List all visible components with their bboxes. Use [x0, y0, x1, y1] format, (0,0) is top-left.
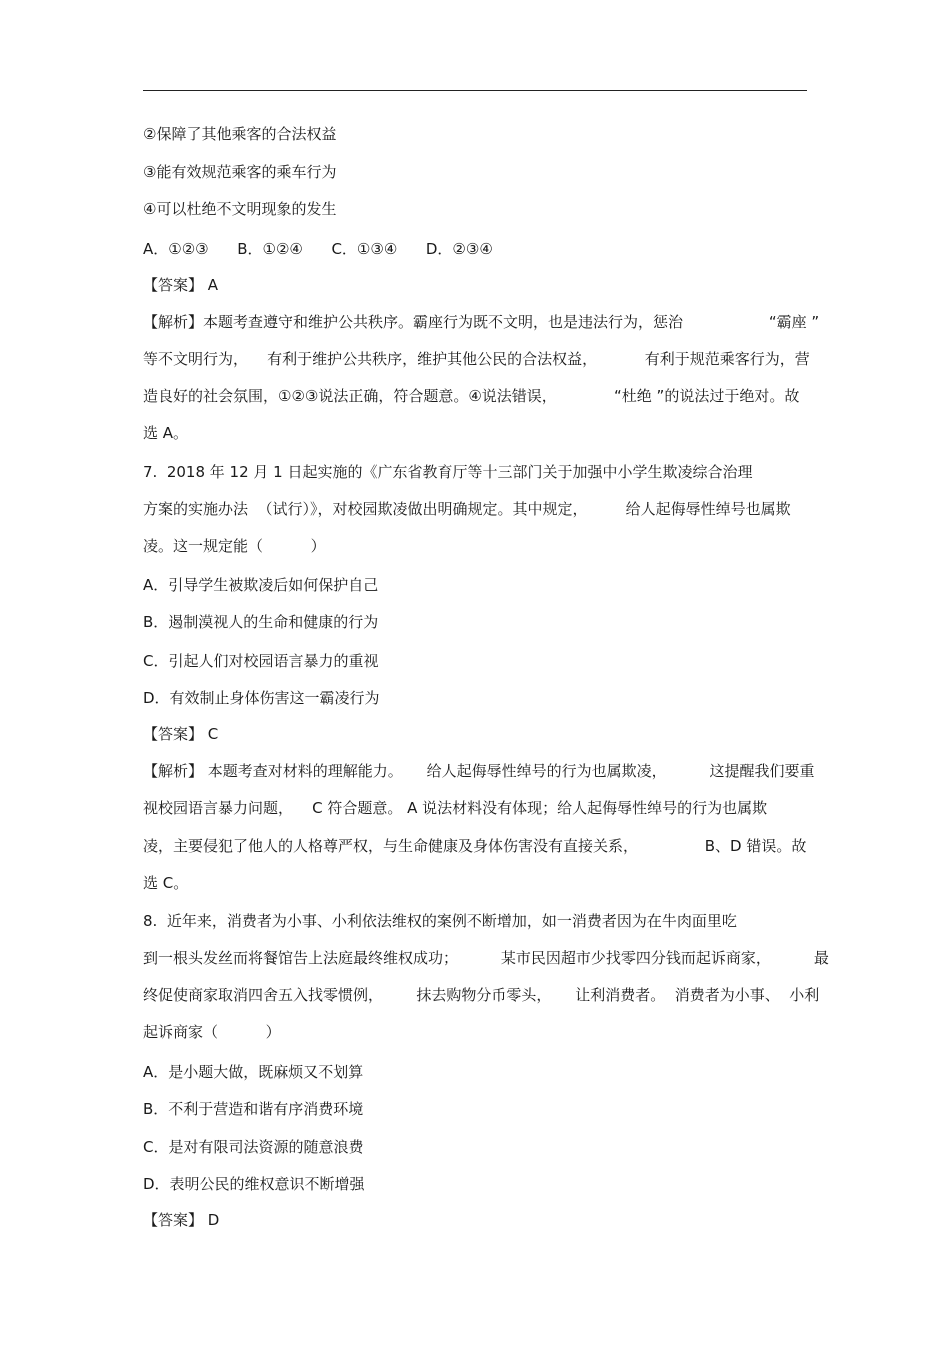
analysis-q6-line-2: 等不文明行为， 有利于维护公共秩序，维护其他公民的合法权益， 有利于规范乘客行为，营	[143, 350, 810, 368]
option-line-3: ③能有效规范乘客的乘车行为	[143, 163, 337, 181]
analysis-q7-line-4: 选 C。	[143, 874, 189, 892]
q8-option-b: B．不利于营造和谐有序消费环境	[143, 1100, 364, 1118]
question-7-line-3: 凌。这一规定能（ ）	[143, 537, 326, 555]
q7-option-c: C．引起人们对校园语言暴力的重视	[143, 652, 379, 670]
header-rule	[143, 90, 807, 91]
analysis-q6-line-4: 选 A。	[143, 424, 189, 442]
question-8-line-1: 8. 近年来，消费者为小事、小利依法维权的案例不断增加，如一消费者因为在牛肉面里吃	[143, 912, 737, 930]
choice-row: A．①②③ B．①②④ C．①③④ D．②③④	[143, 240, 493, 258]
question-7-line-1: 7. 2018 年 12 月 1 日起实施的《广东省教育厅等十三部门关于加强中小学生欺凌综合治理	[143, 463, 753, 481]
answer-q7: 【答案】 C	[143, 725, 219, 743]
option-line-2: ②保障了其他乘客的合法权益	[143, 125, 337, 143]
question-7-line-2: 方案的实施办法 （试行）》，对校园欺凌做出明确规定。其中规定， 给人起侮辱性绰号也属欺	[143, 500, 791, 518]
option-line-4: ④可以杜绝不文明现象的发生	[143, 200, 337, 218]
question-8-line-3: 终促使商家取消四舍五入找零惯例， 抹去购物分币零头， 让利消费者。 消费者为小事、 小利	[143, 986, 820, 1004]
answer-q8: 【答案】 D	[143, 1211, 220, 1229]
question-8-line-2: 到一根头发丝而将餐馆告上法庭最终维权成功； 某市民因超市少找零四分钱而起诉商家， 最	[143, 949, 829, 967]
analysis-q7-line-3: 凌，主要侵犯了他人的人格尊严权，与生命健康及身体伤害没有直接关系， B、D 错误。故	[143, 837, 807, 855]
analysis-q6-line-3: 造良好的社会氛围，①②③说法正确，符合题意。④说法错误， “杜绝 ”的说法过于绝对。故	[143, 387, 800, 405]
q7-option-b: B．遏制漠视人的生命和健康的行为	[143, 613, 379, 631]
q8-option-d: D．表明公民的维权意识不断增强	[143, 1175, 365, 1193]
question-8-line-4: 起诉商家（ ）	[143, 1023, 281, 1041]
answer-q6: 【答案】 A	[143, 276, 219, 294]
q7-option-d: D．有效制止身体伤害这一霸凌行为	[143, 689, 380, 707]
q8-option-c: C．是对有限司法资源的随意浪费	[143, 1138, 364, 1156]
q7-option-a: A．引导学生被欺凌后如何保护自己	[143, 576, 379, 594]
q8-option-a: A．是小题大做，既麻烦又不划算	[143, 1063, 364, 1081]
analysis-q6-line-1: 【解析】本题考查遵守和维护公共秩序。霸座行为既不文明，也是违法行为，惩治 “霸座 ”	[143, 313, 820, 331]
analysis-q7-line-2: 视校园语言暴力问题， C 符合题意。 A 说法材料没有体现；给人起侮辱性绰号的行为也属欺	[143, 799, 768, 817]
analysis-q7-line-1: 【解析】 本题考查对材料的理解能力。 给人起侮辱性绰号的行为也属欺凌， 这提醒我们要重	[143, 762, 815, 780]
